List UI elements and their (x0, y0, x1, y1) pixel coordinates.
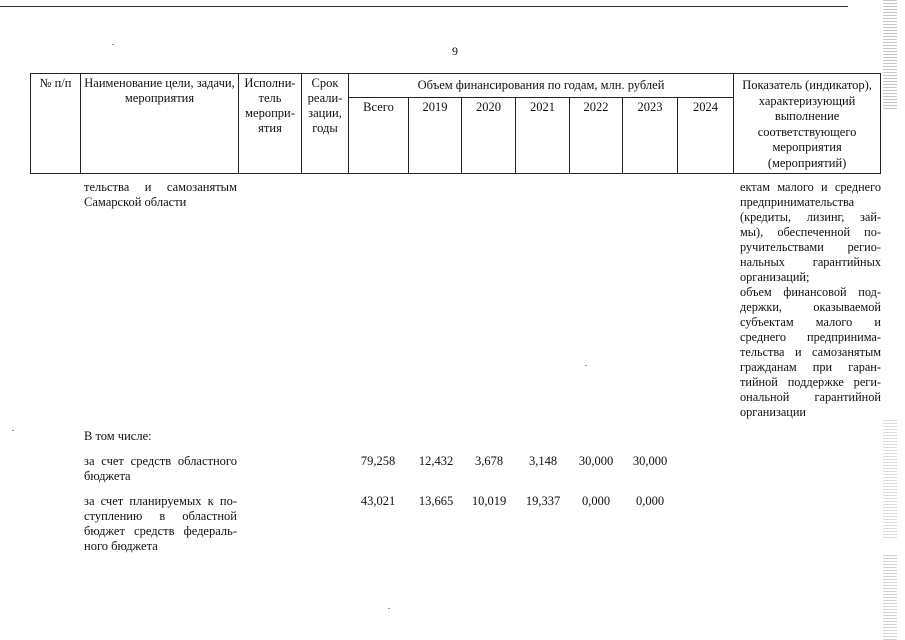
row-label-line: за счет средств областного (84, 454, 237, 468)
indicator-line: тельства и самозанятым (740, 345, 881, 359)
header-year-2022: 2022 (570, 98, 623, 174)
indicator-line: мы), обеспеченной по- (740, 225, 881, 239)
header-period: Срок реали-зации, годы (302, 74, 349, 174)
scan-speck (12, 430, 14, 431)
indicator-line: субъектам малого и (740, 315, 881, 329)
continuation-name-line: Самарской области (84, 195, 187, 209)
indicator-line: (кредиты, лизинг, зай- (740, 210, 881, 224)
scan-speck (388, 608, 390, 609)
indicator-line: держки, оказываемой (740, 300, 881, 314)
row1-2019: 12,432 (418, 454, 454, 468)
scan-edge-noise (883, 0, 897, 110)
row-label-line: ного бюджета (84, 539, 158, 553)
row1-2021: 3,148 (528, 454, 558, 468)
indicator-line: тийной поддержке реги- (740, 375, 881, 389)
page-number: 9 (452, 44, 458, 58)
scan-edge-noise (883, 420, 897, 540)
header-name: Наименование цели, задачи, мероприятия (81, 74, 239, 174)
indicator-line: среднего предпринима- (740, 330, 881, 344)
header-funding-group: Объем финансирования по годам, млн. рублей (349, 74, 734, 98)
row1-2023: 30,000 (632, 454, 668, 468)
row2-total: 43,021 (360, 494, 396, 508)
indicator-line: организации (740, 405, 807, 419)
scan-speck (585, 365, 587, 366)
row2-2021: 19,337 (525, 494, 561, 508)
row2-2022: 0,000 (581, 494, 611, 508)
continuation-name-line: тельства и самозанятым (84, 180, 237, 194)
header-year-2024: 2024 (678, 98, 734, 174)
row2-2019: 13,665 (418, 494, 454, 508)
header-year-2021: 2021 (516, 98, 570, 174)
header-num: № п/п (31, 74, 81, 174)
row-label-federal (84, 494, 237, 554)
indicator-line: организаций; (740, 270, 810, 284)
indicator-line: ручительствами регио- (740, 240, 881, 254)
row-label-line: за счет планируемых к по- (84, 494, 237, 508)
row2-2020: 10,019 (471, 494, 507, 508)
continuation-indicator (740, 180, 881, 420)
scan-edge-noise (883, 555, 897, 640)
row-label-regional (84, 454, 237, 484)
indicator-line: предпринимательства (740, 195, 855, 209)
row1-2020: 3,678 (474, 454, 504, 468)
row-label-line: бюджет средств федераль- (84, 524, 237, 538)
header-total: Всего (349, 98, 409, 174)
indicator-line: ектам малого и среднего (740, 180, 881, 194)
including-label: В том числе: (84, 429, 152, 443)
indicator-line: ональной гарантийной (740, 390, 881, 404)
header-year-2023: 2023 (623, 98, 678, 174)
row1-total: 79,258 (360, 454, 396, 468)
row-label-line: ступлению в областной (84, 509, 237, 523)
scan-speck (112, 44, 114, 45)
continuation-name (84, 180, 237, 210)
header-year-2019: 2019 (409, 98, 462, 174)
indicator-line: гражданам при гаран- (740, 360, 881, 374)
top-rule (0, 6, 848, 7)
indicator-line: нальных гарантийных (740, 255, 881, 269)
row-label-line: бюджета (84, 469, 131, 483)
header-indicator: Показатель (индикатор), характеризующий выполнение соответствующего мероприятия (мероприятий) (734, 74, 881, 174)
indicator-line: объем финансовой под- (740, 285, 881, 299)
header-executor: Исполни-тель меропри-ятия (239, 74, 302, 174)
row1-2022: 30,000 (578, 454, 614, 468)
row2-2023: 0,000 (635, 494, 665, 508)
table-header (30, 73, 881, 174)
header-year-2020: 2020 (462, 98, 516, 174)
